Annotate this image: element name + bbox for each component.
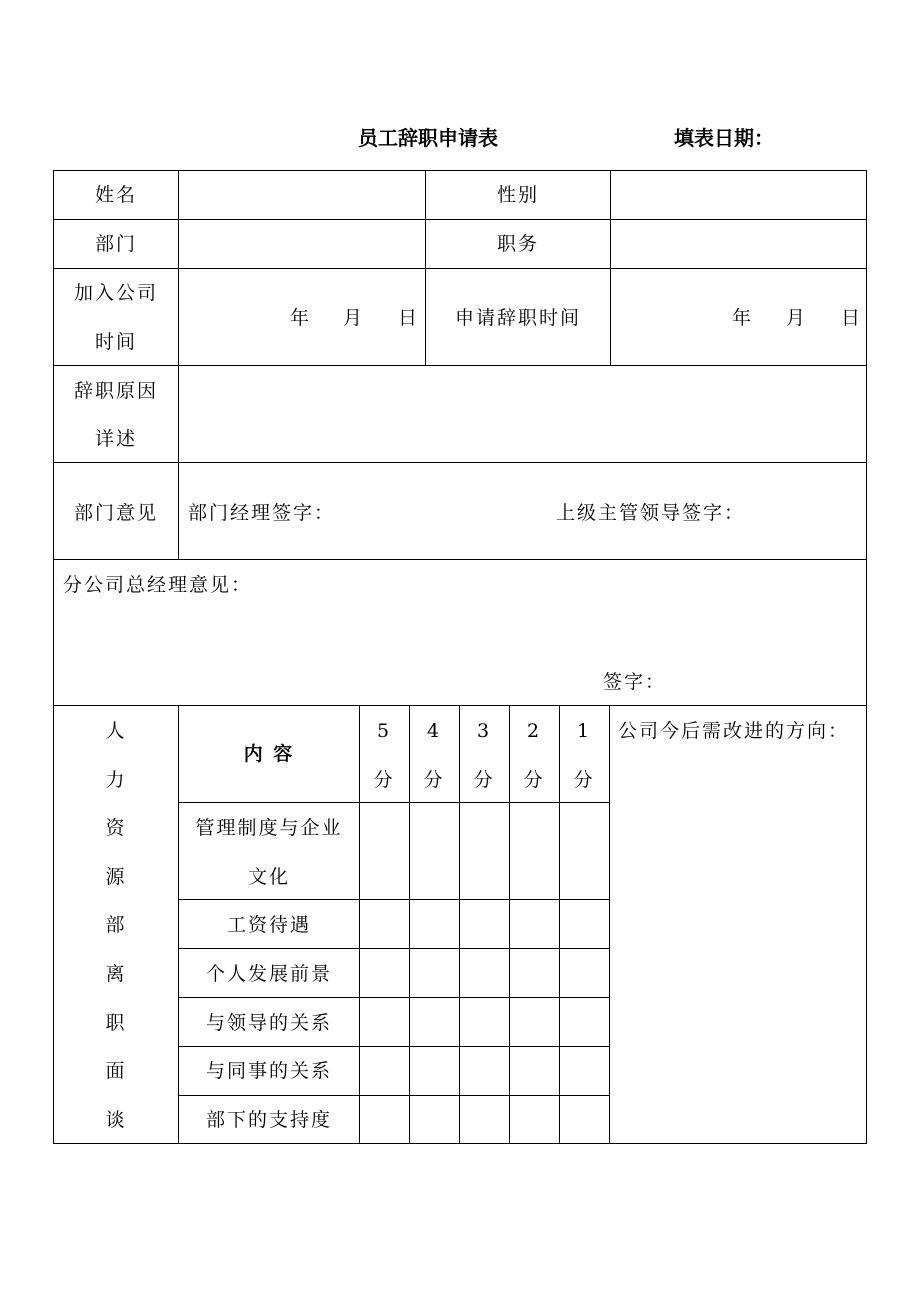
resignation-form-table [53,170,867,1144]
resign-day-label: 日 [841,307,863,329]
join-year-label: 年 [290,307,312,329]
col-divider [509,705,510,1143]
interview-item-label: 个人发展前景 [205,963,333,985]
interview-item-label: 部下的支持度 [205,1109,333,1131]
position-label: 职务 [496,233,540,255]
hr-interview-label-char: 面 [105,1060,127,1082]
col-divider [178,705,179,1143]
col-divider [610,171,611,365]
form-title: 员工辞职申请表 [358,126,498,150]
row-divider [178,997,609,998]
score-5-header: 5 [376,720,392,742]
reason-label-line2: 详述 [94,428,138,450]
score-4-header: 4 [426,720,442,742]
row-divider [54,705,866,706]
score-unit: 分 [523,769,545,791]
col-divider [178,171,179,559]
resign-date-label: 申请辞职时间 [454,307,582,329]
score-3-header: 3 [476,720,492,742]
gm-signature-label: 签字： [603,671,667,693]
col-divider [359,705,360,1143]
col-divider [459,705,460,1143]
reason-label-line1: 辞职原因 [73,380,159,402]
dept-manager-signature-label: 部门经理签字： [188,502,336,524]
hr-interview-label-char: 职 [105,1012,127,1034]
row-divider [178,802,609,803]
score-unit: 分 [573,769,595,791]
interview-item-label: 管理制度与企业 [195,817,343,839]
score-unit: 分 [473,769,495,791]
row-divider [54,365,866,366]
row-divider [54,559,866,560]
row-divider [54,268,866,269]
col-divider [425,171,426,365]
hr-interview-label-char: 离 [105,963,127,985]
join-day-label: 日 [398,307,420,329]
row-divider [178,899,609,900]
join-date-label-line1: 加入公司 [73,282,159,304]
improvement-direction-label: 公司今后需改进的方向： [618,720,850,742]
dept-opinion-label: 部门意见 [73,502,159,524]
hr-interview-label-char: 力 [105,769,127,791]
join-month-label: 月 [343,307,365,329]
hr-interview-label-char: 部 [105,914,127,936]
department-label: 部门 [94,233,138,255]
score-1-header: 1 [576,720,592,742]
interview-item-label: 与同事的关系 [205,1060,333,1082]
row-divider [178,948,609,949]
hr-interview-label-char: 人 [105,720,127,742]
row-divider [54,219,866,220]
col-divider [409,705,410,1143]
resign-month-label: 月 [786,307,808,329]
score-unit: 分 [423,769,445,791]
gm-opinion-label: 分公司总经理意见： [63,574,253,596]
hr-interview-label-char: 资 [105,817,127,839]
hr-interview-label-char: 源 [105,866,127,888]
interview-item-label: 与领导的关系 [205,1012,333,1034]
score-unit: 分 [373,769,395,791]
resign-year-label: 年 [732,307,754,329]
superior-signature-label: 上级主管领导签字： [556,502,746,524]
row-divider [178,1095,609,1096]
fill-date-label: 填表日期： [674,126,774,150]
name-label: 姓名 [94,184,138,206]
content-header: 内 容 [243,743,295,765]
hr-interview-label-char: 谈 [105,1109,127,1131]
interview-item-label: 工资待遇 [226,914,312,936]
row-divider [178,1046,609,1047]
join-date-label-line2: 时间 [94,331,138,353]
col-divider [609,705,610,1143]
score-2-header: 2 [526,720,542,742]
row-divider [54,462,866,463]
interview-item-label: 文化 [247,866,291,888]
gender-label: 性别 [496,184,540,206]
col-divider [559,705,560,1143]
